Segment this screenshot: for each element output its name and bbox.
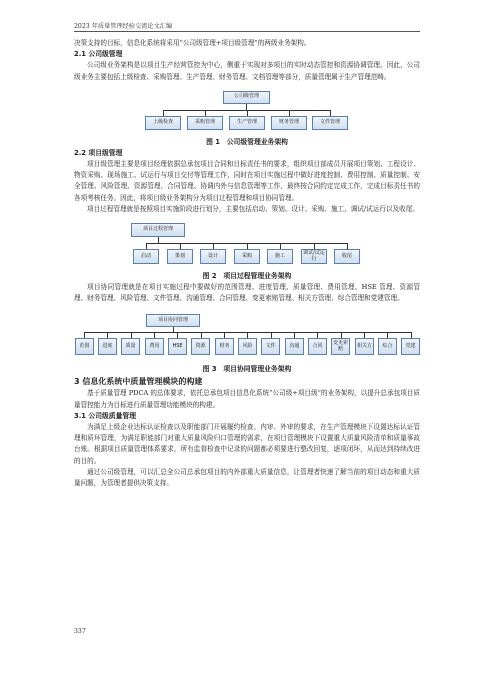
- page-content: [74, 38, 420, 489]
- figure-1-diagram: [143, 87, 351, 137]
- section-3-1-paragraph-1: 为满足上级企业达标认证检查以及职能部门开展履约检查、内审、外审的要求，在生产管理模块下设置达标认证管理和质环管理，为满足职能部门对重大质量风险归口管理的需求，在项目管理模块下设置重大质量风险清单和质量事故台账。根据项目质量管理体系要求，所有监督检查中记录的问题都必须要进行整改回复，逐项闭环，从而达到持续改进的目的。: [74, 423, 420, 465]
- fig3-child: 质量: [121, 338, 140, 355]
- section-2-1-title: 2.1 公司级管理: [74, 50, 123, 59]
- section-2-2-paragraph-2: 项目过程管理就是按照项目实施阶段进行划分，主要包括启动、策划、设计、采购、施工、调试/试运行以及收尾。: [87, 204, 419, 213]
- figure-3-caption: 图 3 项目协同管理业务架构: [202, 365, 292, 374]
- intro-paragraph: 决策支持的目标，信息化系统将采用“公司级管理+项目级管理”的两级业务架构。: [74, 39, 311, 47]
- fig2-child: 设计: [200, 249, 226, 264]
- fig2-child: 采购: [234, 249, 260, 264]
- fig1-root: 公司级管理: [223, 91, 270, 104]
- section-2-2-paragraph-1: 项目级管理主要是项目经理依据总承包项目合同和目标责任书的要求，组织项目部成员开展项目策划、工程设计、物资采购、现场施工、试运行与项目交付等管理工作，同时在项目实施过程中做好进度控制、费用控制、质量控制、安全管理、风险管理、资源管理、合同管理、协调内外与信息管理等工作，最终按合同约定完成工作，完成目标责任书的各项考核任务。因此，将项目级业务架构分为项目过程管理和项目协同管理。: [74, 160, 420, 202]
- fig2-child: 调试/试运行: [301, 249, 327, 264]
- section-3-title: 3 信息化系统中质量管理模块的构建: [74, 377, 203, 387]
- fig1-child: 上级检查: [145, 116, 181, 130]
- section-2-1-paragraph: 公司级业务架构是以项目生产经营管控为中心，侧重于实现对多项目的实时动态管控和资源协调管理。因此，公司级业务主要包括上级检查、采购管理、生产管理、财务管理、文档管理等部分，质量管理属于生产管理范畴。: [74, 61, 420, 81]
- fig2-root: 项目过程管理: [131, 223, 185, 237]
- fig3-child: 文件: [261, 338, 280, 355]
- fig3-child: 进度: [98, 338, 117, 355]
- running-header: 2023 年质量管理经验交流论文汇编: [74, 23, 173, 30]
- section-3-1-paragraph-2: 通过公司级管理，可以汇总全公司总承包项目的内外部重大质量信息，让管理者快速了解当前的项目动态和重大质量问题，为管理者提供决策支持。: [74, 467, 420, 488]
- figure-2-caption: 图 2 项目过程管理业务架构: [202, 272, 292, 281]
- figure-2-diagram: [131, 219, 363, 271]
- fig2-child: 策划: [167, 249, 193, 264]
- fig1-child: 文件管理: [312, 116, 348, 130]
- fig3-child: 党建: [401, 338, 420, 355]
- section-3-paragraph: 基于质量管理 PDCA 的总体要求，依托总承包项目信息化系统“公司级+项目级”的业务架构，以提升总承包项目质量管控能力为目标进行质量管理功能模块的构建。: [74, 389, 420, 409]
- fig1-child: 生产管理: [229, 116, 265, 130]
- fig3-child: 沟通: [285, 338, 304, 355]
- fig3-child: HSE: [168, 338, 187, 355]
- section-2-2-title: 2.2 项目级管理: [74, 148, 123, 157]
- page-number: 337: [74, 628, 86, 635]
- section-3-1-title: 3.1 公司级质量管理: [74, 411, 136, 420]
- fig3-child: 财务: [215, 338, 234, 355]
- fig3-child: 费用: [145, 338, 164, 355]
- fig1-child: 采购管理: [187, 116, 223, 130]
- fig2-child: 收尾: [334, 249, 360, 264]
- fig3-child: 资源: [191, 338, 210, 355]
- header-rule: [74, 31, 420, 32]
- fig3-child: 综合: [378, 338, 397, 355]
- fig3-child: 合同: [308, 338, 327, 355]
- figure-3-diagram: [74, 308, 420, 364]
- fig1-child: 财务管理: [271, 116, 307, 130]
- fig2-child: 启动: [133, 249, 159, 264]
- fig3-child: 相关方: [355, 338, 374, 355]
- fig3-child: 变更索赔: [331, 338, 350, 355]
- collaboration-paragraph: 项目协同管理就是在项目实施过程中要做好的范围管理、进度管理、质量管理、费用管理、HSE 管理、资源管理、财务管理、风险管理、文件管理、沟通管理、合同管理、变更索赔管理、相关方管理、综合管理和党建管理。: [74, 283, 420, 303]
- fig3-child: 范围: [75, 338, 94, 355]
- figure-1-caption: 图 1 公司级管理业务架构: [206, 137, 288, 146]
- fig3-child: 风险: [238, 338, 257, 355]
- fig3-root: 项目协同管理: [146, 314, 200, 327]
- fig2-child: 施工: [267, 249, 293, 264]
